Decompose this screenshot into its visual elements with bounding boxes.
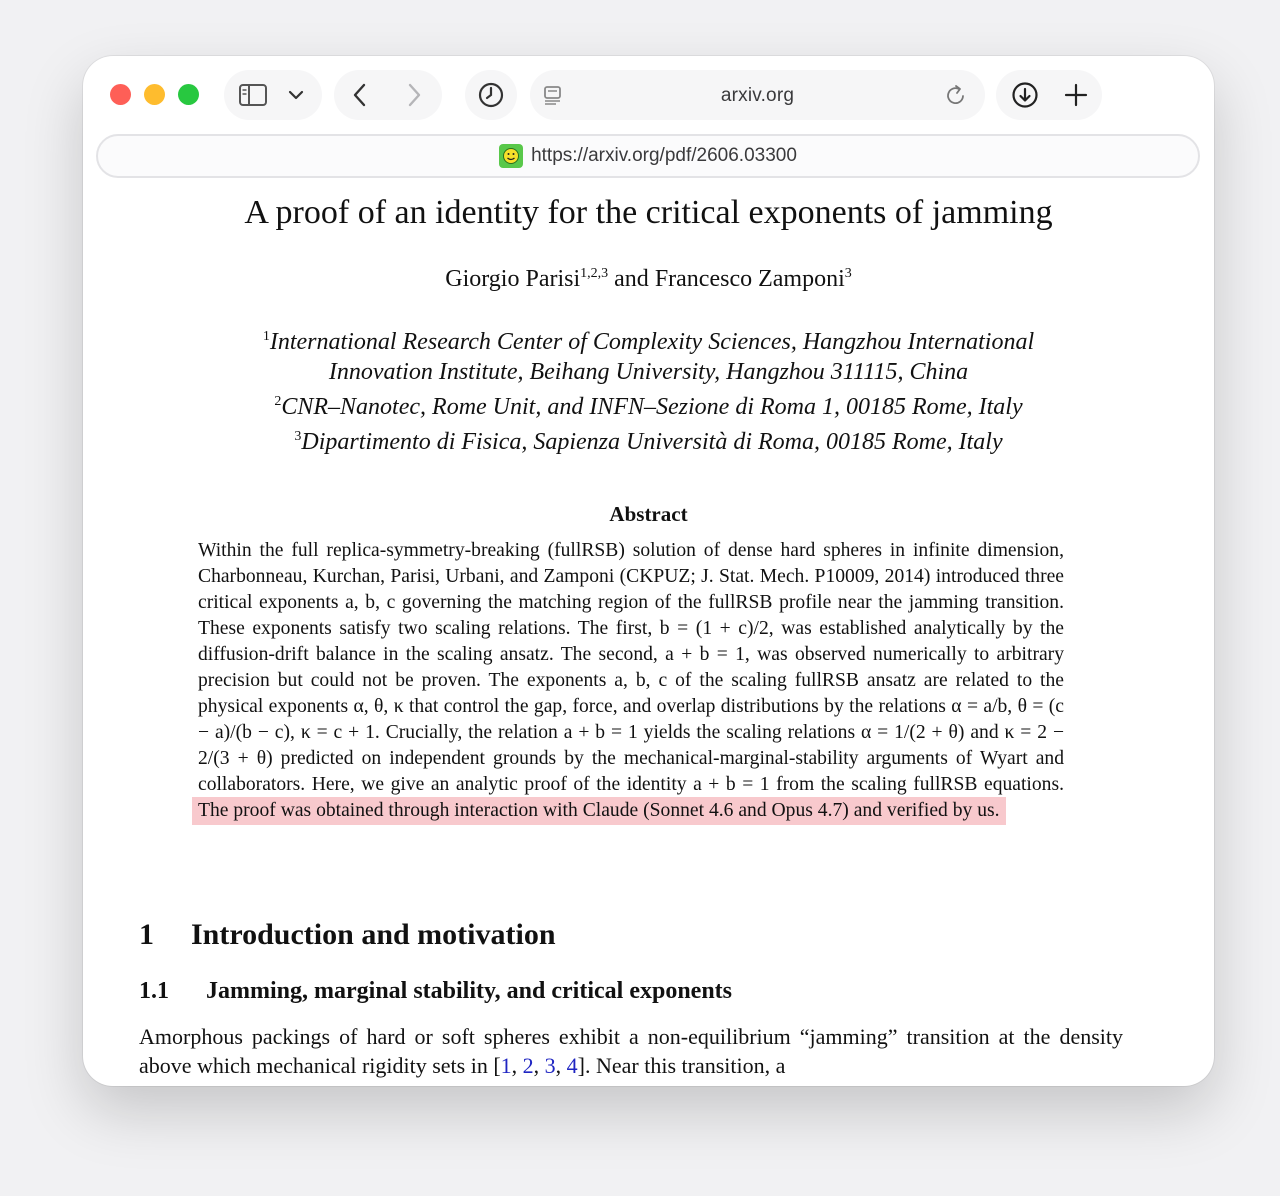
subsection-number: 1.1	[139, 978, 169, 1004]
affiliation-marker: 3	[294, 429, 302, 444]
abstract-body	[198, 538, 1064, 824]
affiliation-1-cont: Innovation Institute, Beihang University, Hangzhou 311115, China	[328, 359, 969, 385]
abstract-text: Within the full replica-symmetry-breaking (fullRSB) solution of dense hard spheres in infinite dimension, Charbonneau, Kurchan, Parisi, Urbani, and Zamponi (CKPUZ; J. Stat. Mech. P10009, 2014) introduced three critical exponents a, b, c governing the matching region of the fullRSB profile near the jamming transition. These exponents satisfy two scaling relations. The first, b = (1 + c)/2, was established analytically by the diffusion-drift balance in the scaling ansatz. The second, a + b = 1, was observed numerically to arbitrary precision but could not be proven. The exponents a, b, c of the scaling fullRSB ansatz are related to the physical exponents α, θ, κ that control the gap, force, and overlap distributions by the relations α = a/b, θ = (c − a)/(b − c), κ = c + 1. Crucially, the relation a + b = 1 yields the scaling relations α = 1/(2 + θ) and κ = 2 − 2/(3 + θ) predicted on independent grounds by the mechanical-marginal-stability arguments of Wyart and collaborators. Here, we give an analytic proof of the identity a + b = 1 from the scaling fullRSB equations.	[198, 540, 1064, 795]
author-name: Francesco Zamponi	[654, 266, 845, 292]
new-tab-icon[interactable]	[1064, 83, 1088, 107]
affiliation-marker: 1	[262, 329, 270, 344]
section-number: 1	[139, 918, 154, 951]
body-text: ]. Near this transition, a	[577, 1053, 786, 1078]
navigation-group	[334, 70, 442, 120]
zoom-window-button[interactable]	[178, 84, 199, 105]
forward-icon[interactable]	[406, 82, 422, 108]
citation-link[interactable]: 1	[500, 1053, 512, 1078]
history-icon	[477, 81, 505, 109]
history-button[interactable]	[465, 70, 517, 120]
chevron-down-icon[interactable]	[287, 89, 305, 101]
affiliation-text: Dipartimento di Fisica, Sapienza Università di Roma, 00185 Rome, Italy	[301, 429, 1003, 455]
reload-icon[interactable]	[945, 83, 967, 107]
author-conjunction: and	[614, 266, 649, 292]
back-icon[interactable]	[352, 82, 368, 108]
close-window-button[interactable]	[110, 84, 131, 105]
author-superscript: 1,2,3	[580, 266, 609, 281]
site-label: arxiv.org	[720, 85, 795, 106]
paper-title: A proof of an identity for the critical exponents of jamming	[244, 194, 1053, 231]
affiliation-text: International Research Center of Complexity Sciences, Hangzhou International	[269, 329, 1035, 355]
subsection-title: Jamming, marginal stability, and critical exponents	[206, 978, 733, 1004]
citation-link[interactable]: 4	[566, 1053, 578, 1078]
url-text: https://arxiv.org/pdf/2606.03300	[531, 145, 797, 166]
section-heading	[139, 918, 556, 952]
minimize-window-button[interactable]	[144, 84, 165, 105]
affiliations	[83, 322, 1214, 457]
affiliation-1	[83, 322, 1214, 357]
affiliation-2	[83, 387, 1214, 422]
sidebar-toggle-group	[224, 70, 322, 120]
section-title: Introduction and motivation	[191, 918, 556, 951]
address-pill[interactable]	[530, 70, 985, 120]
authors	[83, 266, 1214, 293]
author-name: Giorgio Parisi	[445, 266, 581, 292]
download-icon[interactable]	[1011, 81, 1039, 109]
downloads-group	[996, 70, 1102, 120]
affiliation-text: CNR–Nanotec, Rome Unit, and INFN–Sezione di Roma 1, 00185 Rome, Italy	[281, 394, 1023, 420]
affiliation-3	[83, 422, 1214, 457]
citation-link[interactable]: 2	[522, 1053, 534, 1078]
abstract-heading: Abstract	[609, 502, 688, 526]
highlighted-text[interactable]: The proof was obtained through interaction with Claude (Sonnet 4.6 and Opus 4.7) and verified by us.	[192, 797, 1006, 825]
browser-window	[83, 56, 1214, 1086]
sidebar-icon[interactable]	[238, 83, 268, 107]
body-text: Amorphous packings of hard or soft spheres exhibit a non-equilibrium “jamming” transition at the density above which mechanical rigidity sets in [	[139, 1024, 1123, 1078]
url-bar[interactable]	[96, 134, 1200, 178]
affiliation-marker: 2	[274, 394, 282, 409]
pdf-page	[83, 178, 1214, 1086]
body-paragraph: Amorphous packings of hard or soft spheres exhibit a non-equilibrium “jamming” transition at the density above which mechanical rigidity sets in [1, 2, 3, 4]. Near this transition, a	[139, 1024, 1123, 1078]
author-superscript: 3	[844, 266, 852, 281]
toolbar	[83, 56, 1214, 134]
subsection-heading	[139, 978, 732, 1005]
citation-link[interactable]: 3	[544, 1053, 556, 1078]
smiley-favicon-icon	[499, 144, 523, 168]
